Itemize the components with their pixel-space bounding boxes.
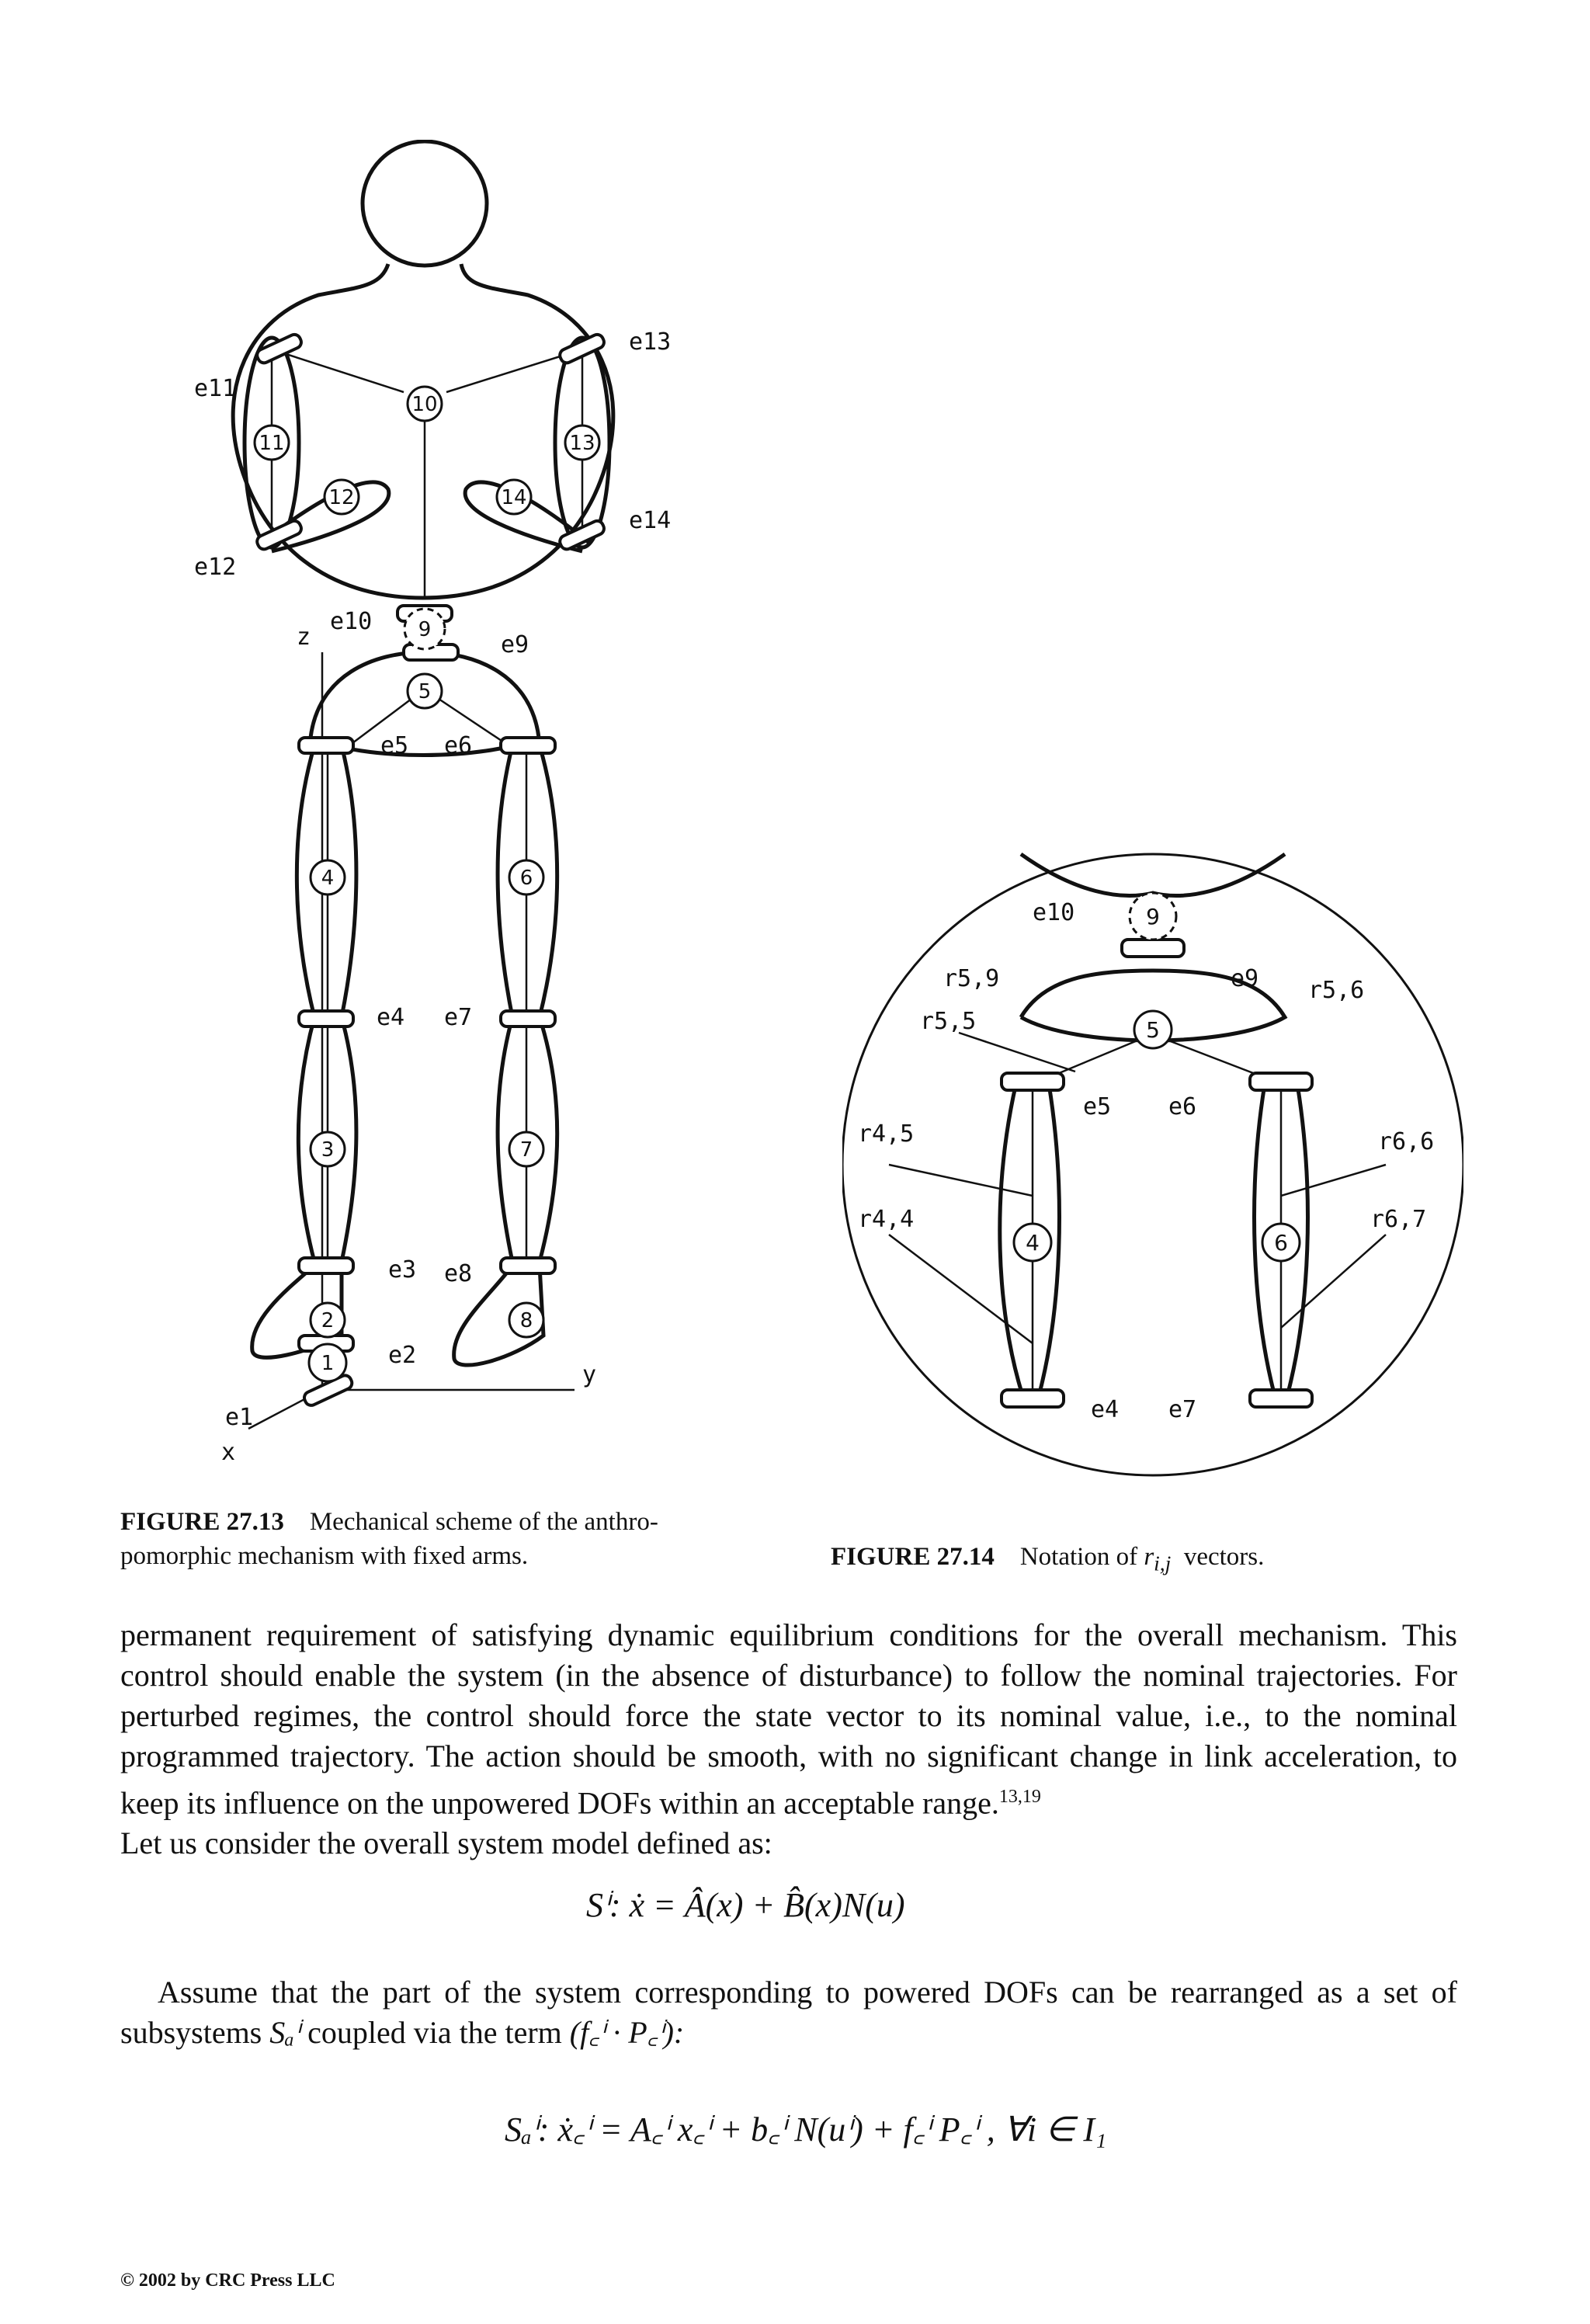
node-label-6: 6 [519,867,533,890]
vector-label-e6: e6 [444,732,473,759]
vector-label-e11: e11 [194,375,237,402]
node-label-12: 12 [328,486,355,509]
node-label-4: 4 [321,867,335,890]
figure-27-14-caption-label: FIGURE 27.14 [831,1543,995,1571]
detail-torso-edge [1021,854,1285,895]
node-label-7: 7 [519,1138,533,1162]
figure-27-14-caption-text-end: vectors. [1183,1543,1265,1571]
node-label-14: 14 [501,486,527,509]
detail-vector-label-e4: e4 [1091,1396,1120,1423]
body-paragraph-3 [120,1972,1457,2053]
figure-27-14 [842,846,1463,1483]
node-label-11: 11 [259,432,285,455]
node-label-2: 2 [321,1309,335,1332]
paragraph-1-text: permanent requirement of satisfying dynamic equilibrium conditions for the overall mechanism. This control should enable the system (in the absence of disturbance) to follow the nominal trajectories. For perturbed regimes, the control should force the state vector to its nominal value, i.e., to the nominal programmed trajectory. The action should be smooth, with no significant change in link acceleration, to keep its influence on the unpowered DOFs within an acceptable range. [120,1617,1457,1821]
left-leg-outline-in [342,745,356,1262]
figure-27-14-caption-symbol: r [1144,1543,1154,1571]
node-label-9: 9 [418,618,432,641]
detail-node-label-6: 6 [1274,1230,1288,1256]
paragraph-3-term: (f꜀ⁱ · P꜀ⁱ): [569,2015,685,2050]
vector-label-e1: e1 [225,1404,254,1431]
equation-1: Sⁱ: ẋ = Â(x) + B̂(x)N(u) [586,1886,905,1924]
paragraph-3-symbol: Sₐⁱ [269,2015,300,2050]
node-label-3: 3 [321,1138,335,1162]
node-label-5: 5 [418,680,432,703]
detail-vector-label-e10: e10 [1033,899,1075,926]
body-paragraph-1 [120,1615,1457,1864]
vector-label-e2: e2 [388,1342,417,1369]
right-leg-outline-in [498,745,512,1262]
r-label-6-6: r6,6 [1378,1128,1435,1155]
vector-label-e7: e7 [444,1004,473,1031]
vector-label-e10: e10 [330,608,373,635]
vector-label-e3: e3 [388,1256,417,1284]
r-label-4-4: r4,4 [858,1206,915,1233]
detail-vector-label-e5: e5 [1083,1093,1112,1120]
axis-label-z: z [297,624,311,651]
vector-label-e4: e4 [377,1004,405,1031]
figure-27-13-caption-text-2: pomorphic mechanism with fixed arms. [120,1542,529,1570]
head-outline [363,141,487,266]
figure-27-13-drawing [155,140,745,1491]
node-label-1: 1 [321,1352,335,1375]
equation-2: Sₐⁱ: ẋ꜀ⁱ = A꜀ⁱ x꜀ⁱ + b꜀ⁱ N(uⁱ) + f꜀ⁱ P꜀ⁱ , ∀i ∈ I₁ [505,2110,1107,2149]
detail-vector-label-e6: e6 [1168,1093,1197,1120]
detail-node-label-4: 4 [1026,1230,1040,1256]
node-label-13: 13 [569,432,595,455]
node-label-10: 10 [411,393,438,416]
detail-node-label-5: 5 [1146,1017,1160,1043]
figure-27-14-caption [831,1540,1452,1581]
figure-27-13-caption-text: Mechanical scheme of the anthro- [309,1508,658,1536]
detail-vector-label-e9: e9 [1231,965,1259,992]
r-label-4-5: r4,5 [858,1120,915,1148]
left-leg-outline-out [297,745,314,1262]
vector-label-e13: e13 [629,328,672,356]
figure-27-13-caption [120,1505,741,1573]
detail-vector-label-e7: e7 [1168,1396,1197,1423]
paragraph-3-text-a: Assume that the part of the system corresponding to powered DOFs can be rearranged as a set of subsystems [120,1975,1457,2050]
figure-27-13-caption-label: FIGURE 27.13 [120,1508,284,1536]
figure-27-14-caption-text: Notation of [1019,1543,1138,1571]
vector-label-e12: e12 [194,554,237,581]
detail-node-label-9: 9 [1146,904,1160,929]
figure-27-14-caption-subscript: i,j [1154,1551,1172,1575]
figure-27-13 [155,140,745,1491]
vector-label-e14: e14 [629,507,672,534]
vector-label-e9: e9 [501,631,529,658]
r-label-6-7: r6,7 [1370,1206,1427,1233]
r-label-5-6: r5,6 [1308,977,1365,1004]
paragraph-2-text: Let us consider the overall system model defined as: [120,1826,772,1861]
paragraph-3-text-b: coupled via the term [307,2015,562,2050]
figure-27-14-drawing [842,846,1463,1483]
vector-label-e5: e5 [380,732,409,759]
right-leg-outline-out [540,745,557,1262]
paragraph-1-ref: 13,19 [998,1787,1041,1807]
axis-label-y: y [582,1361,597,1388]
vector-label-e8: e8 [444,1260,473,1287]
r-label-5-5: r5,5 [920,1008,977,1035]
axis-label-x: x [221,1439,236,1466]
node-label-8: 8 [519,1309,533,1332]
copyright-footer: © 2002 by CRC Press LLC [120,2270,335,2291]
r-label-5-9: r5,9 [943,965,1000,992]
